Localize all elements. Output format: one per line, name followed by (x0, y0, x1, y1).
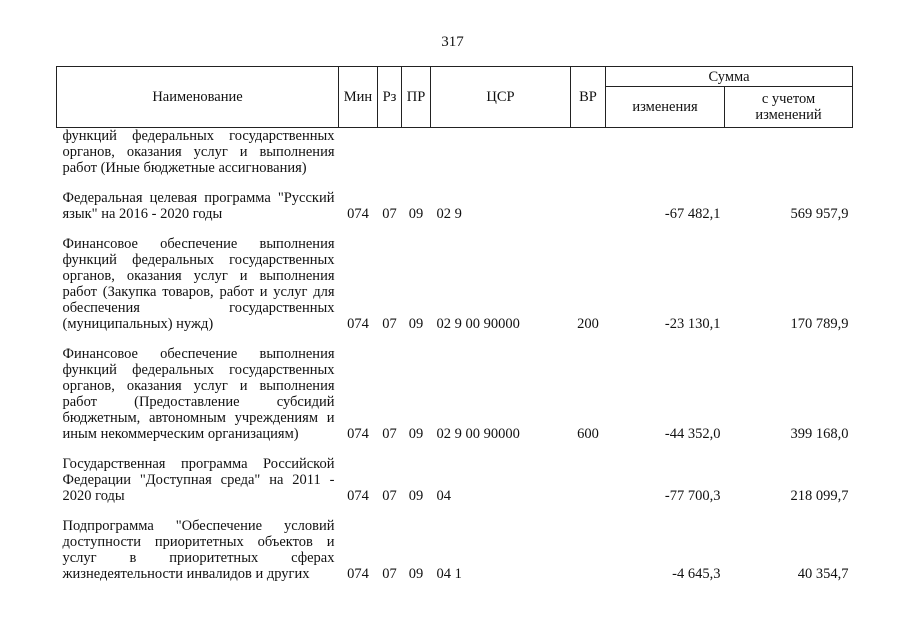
header-name: Наименование (57, 67, 339, 128)
header-change: изменения (606, 87, 725, 128)
row-with-change: 170 789,9 (790, 316, 849, 332)
row-rz: 07 (382, 566, 397, 582)
row-with-change: 569 957,9 (790, 206, 849, 222)
row-change: -77 700,3 (664, 488, 721, 504)
row-vr (571, 456, 606, 518)
table-row (57, 236, 853, 346)
row-change (606, 128, 725, 191)
header-min: Мин (339, 67, 378, 128)
row-name: Государственная программа Российской Федерации "Доступная среда" на 2011 - 2020 годы (62, 456, 335, 504)
row-min: 074 (347, 206, 369, 222)
row-pr (402, 128, 431, 191)
table-row (57, 456, 853, 518)
row-csr (431, 128, 571, 191)
row-name: Финансовое обеспечение выполнения функций федеральных государственных органов, оказания услуг и выполнения работ (Закупка товаров, работ и услуг для обеспечения государственных (муниципальных) нужд) (62, 236, 335, 332)
row-name: Подпрограмма "Обеспечение условий доступности приоритетных объектов и услуг в приоритетных сферах жизнедеятельности инвалидов и других (62, 518, 335, 582)
row-csr: 02 9 (436, 206, 462, 222)
table-row (57, 128, 853, 191)
row-min: 074 (347, 566, 369, 582)
row-change: -23 130,1 (664, 316, 721, 332)
table-row (57, 518, 853, 596)
table-header (57, 67, 853, 128)
table-row (57, 190, 853, 236)
row-pr: 09 (408, 316, 424, 332)
row-rz: 07 (382, 206, 397, 222)
row-rz: 07 (382, 426, 397, 442)
header-rz: Рз (378, 67, 402, 128)
budget-table (56, 66, 853, 596)
header-sum: Сумма (606, 67, 853, 87)
row-vr: 600 (577, 426, 599, 442)
row-name: функций федеральных государственных органов, оказания услуг и выполнения работ (Иные бюджетные ассигнования) (62, 128, 335, 176)
row-with-change: 40 354,7 (797, 566, 849, 582)
row-pr: 09 (408, 426, 424, 442)
row-pr: 09 (408, 488, 424, 504)
row-csr: 02 9 00 90000 (436, 426, 520, 442)
header-vr: ВР (571, 67, 606, 128)
header-csr: ЦСР (431, 67, 571, 128)
row-with-change: 218 099,7 (790, 488, 849, 504)
page-number: 317 (441, 34, 464, 50)
row-change: -44 352,0 (664, 426, 721, 442)
row-name: Финансовое обеспечение выполнения функций федеральных государственных органов, оказания услуг и выполнения работ (Предоставление субсидий бюджетным, автономным учреждениям и иным некоммерческим организациям) (62, 346, 335, 442)
row-min: 074 (347, 316, 369, 332)
row-change: -4 645,3 (672, 566, 721, 582)
header-with-change: с учетом изменений (725, 87, 853, 128)
table-row (57, 346, 853, 456)
row-name: Федеральная целевая программа "Русский язык" на 2016 - 2020 годы (62, 190, 335, 222)
header-pr: ПР (402, 67, 431, 128)
row-vr (571, 518, 606, 596)
row-csr: 02 9 00 90000 (436, 316, 520, 332)
row-csr: 04 1 (436, 566, 462, 582)
row-min: 074 (347, 488, 369, 504)
row-rz (378, 128, 402, 191)
row-with-change (725, 128, 853, 191)
row-rz: 07 (382, 488, 397, 504)
row-min (339, 128, 378, 191)
row-vr (571, 190, 606, 236)
row-pr: 09 (408, 566, 424, 582)
row-csr: 04 (436, 488, 451, 504)
row-rz: 07 (382, 316, 397, 332)
row-pr: 09 (408, 206, 424, 222)
row-min: 074 (347, 426, 369, 442)
row-vr (571, 128, 606, 191)
row-with-change: 399 168,0 (790, 426, 849, 442)
row-vr: 200 (577, 316, 599, 332)
table-body (57, 128, 853, 597)
row-change: -67 482,1 (664, 206, 721, 222)
